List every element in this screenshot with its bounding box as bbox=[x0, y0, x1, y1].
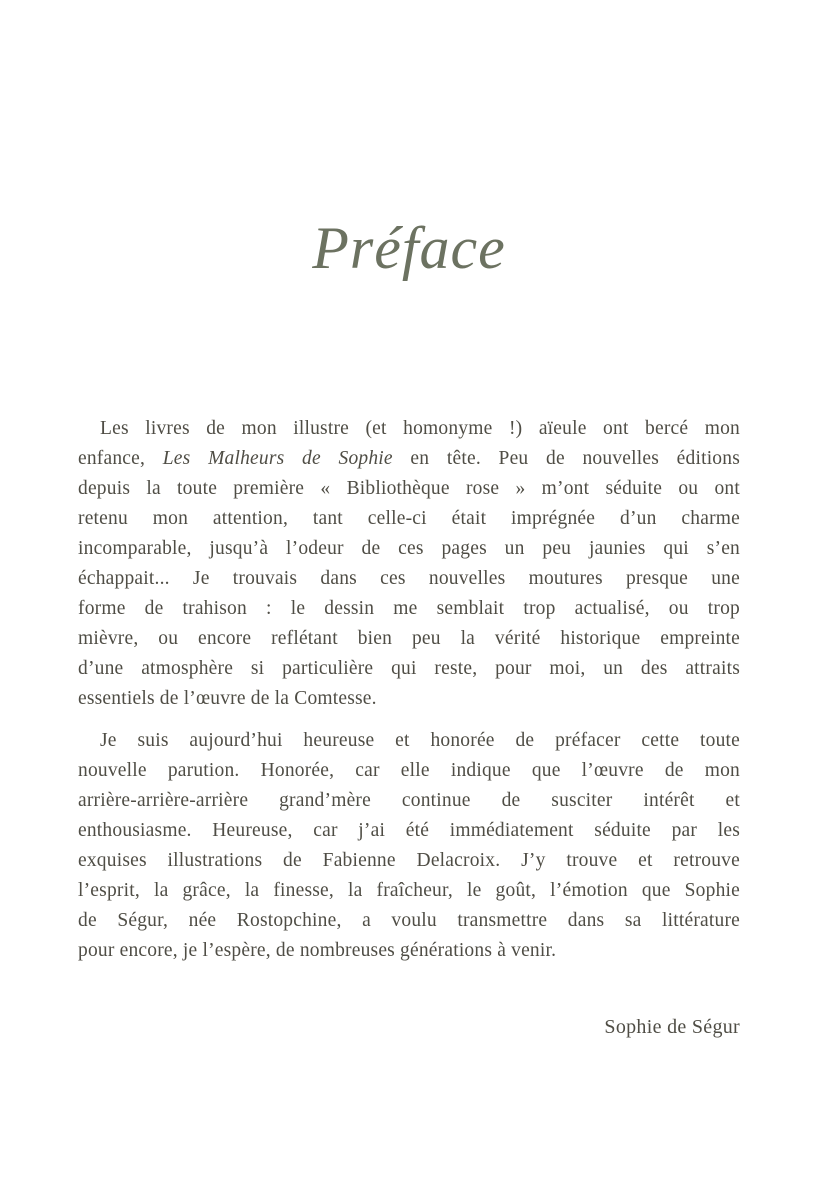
text-line: nouvelle parution. Honorée, car elle indique que l’œuvre de mon bbox=[78, 760, 740, 781]
text-line: enfance, Les Malheurs de Sophie en tête. Peu de nouvelles éditions bbox=[78, 448, 740, 469]
page-title: Préface bbox=[312, 215, 506, 281]
text-line: de Ségur, née Rostopchine, a voulu transmettre dans sa littérature bbox=[78, 910, 740, 931]
text-line: Les livres de mon illustre (et homonyme !) aïeule ont bercé mon bbox=[100, 418, 740, 439]
paragraph bbox=[78, 414, 740, 714]
text-line: essentiels de l’œuvre de la Comtesse. bbox=[78, 688, 377, 709]
text-line: enthousiasme. Heureuse, car j’ai été immédiatement séduite par les bbox=[78, 820, 740, 841]
preface-text bbox=[78, 414, 740, 966]
text-line: d’une atmosphère si particulière qui reste, pour moi, un des attraits bbox=[78, 658, 740, 679]
text-line: Je suis aujourd’hui heureuse et honorée de préfacer cette toute bbox=[100, 730, 740, 751]
text-line: forme de trahison : le dessin me semblait trop actualisé, ou trop bbox=[78, 598, 740, 619]
text-line: échappait... Je trouvais dans ces nouvelles moutures presque une bbox=[78, 568, 740, 589]
text-line: l’esprit, la grâce, la finesse, la fraîcheur, le goût, l’émotion que Sophie bbox=[78, 880, 740, 901]
text-line: mièvre, ou encore reflétant bien peu la vérité historique empreinte bbox=[78, 628, 740, 649]
signature: Sophie de Ségur bbox=[604, 1016, 740, 1038]
text-line: pour encore, je l’espère, de nombreuses générations à venir. bbox=[78, 940, 557, 961]
text-line: retenu mon attention, tant celle-ci était imprégnée d’un charme bbox=[78, 508, 740, 529]
text-line: exquises illustrations de Fabienne Delacroix. J’y trouve et retrouve bbox=[78, 850, 740, 871]
text-line: arrière-arrière-arrière grand’mère continue de susciter intérêt et bbox=[78, 790, 740, 811]
text-line: depuis la toute première « Bibliothèque rose » m’ont séduite ou ont bbox=[78, 478, 740, 499]
text-line: incomparable, jusqu’à l’odeur de ces pages un peu jaunies qui s’en bbox=[78, 538, 740, 559]
paragraph bbox=[78, 726, 740, 966]
